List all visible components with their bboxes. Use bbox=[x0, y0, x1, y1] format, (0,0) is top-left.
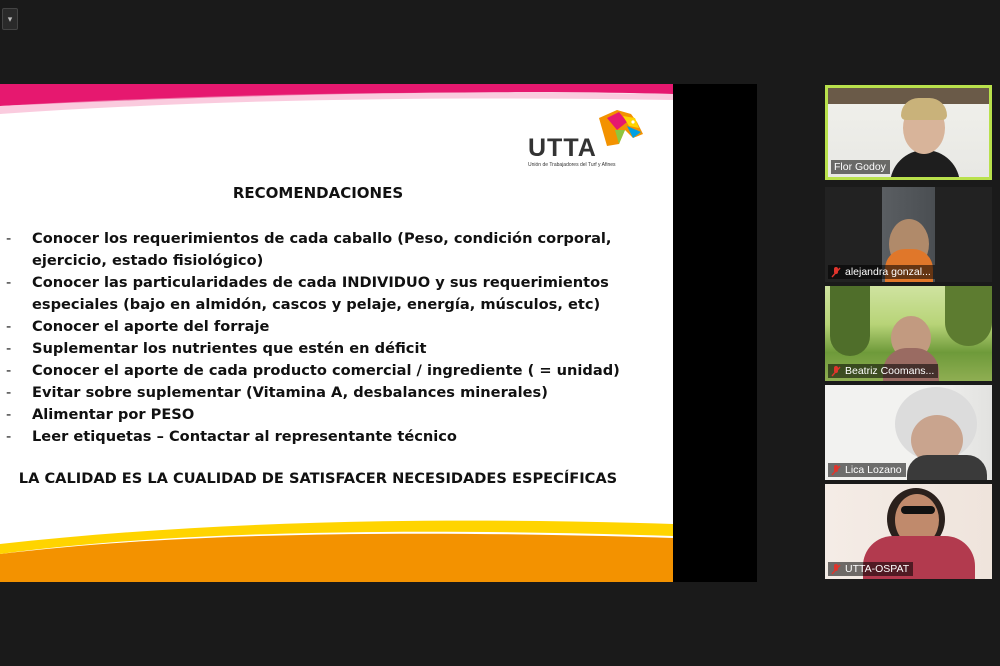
recommendation-list bbox=[6, 228, 626, 448]
slide-title: RECOMENDACIONES bbox=[232, 184, 404, 202]
view-options-dropdown[interactable] bbox=[2, 8, 18, 30]
list-item: - Conocer los requerimientos de cada caballo (Peso, condición corporal, bbox=[6, 230, 612, 247]
participant-tile-flor-godoy[interactable] bbox=[825, 85, 992, 180]
participant-tile-alejandra[interactable] bbox=[825, 187, 992, 282]
logo-subtitle: Unión de Trabajadores del Turf y Afines bbox=[528, 162, 616, 168]
muted-mic-icon bbox=[831, 366, 841, 377]
participant-nameplate: alejandra gonzal... bbox=[828, 265, 935, 279]
list-item: - Conocer el aporte del forraje bbox=[6, 318, 270, 335]
list-item: ejercicio, estado fisiológico) bbox=[32, 252, 264, 269]
list-item: especiales (bajo en almidón, cascos y pelaje, energía, músculos, etc) bbox=[32, 296, 601, 313]
list-item: - Alimentar por PESO bbox=[6, 406, 195, 423]
chevron-down-icon: ▾ bbox=[7, 13, 13, 24]
list-item: - Conocer las particularidades de cada INDIVIDUO y sus requerimientos bbox=[6, 274, 609, 291]
participant-tile-beatriz[interactable] bbox=[825, 286, 992, 381]
list-item: - Leer etiquetas – Contactar al representante técnico bbox=[6, 428, 457, 445]
list-item: - Suplementar los nutrientes que estén en déficit bbox=[6, 340, 427, 357]
muted-mic-icon bbox=[831, 267, 841, 278]
participant-nameplate: UTTA-OSPAT bbox=[828, 562, 913, 576]
participant-nameplate: Flor Godoy bbox=[831, 160, 890, 174]
logo-wordmark: UTTA bbox=[528, 134, 597, 162]
participant-tile-utta-ospat[interactable] bbox=[825, 484, 992, 579]
participant-nameplate: Beatriz Coomans... bbox=[828, 364, 938, 378]
muted-mic-icon bbox=[831, 564, 841, 575]
list-item: - Conocer el aporte de cada producto comercial / ingrediente ( = unidad) bbox=[6, 362, 620, 379]
slide-footer: LA CALIDAD ES LA CUALIDAD DE SATISFACER NECESIDADES ESPECÍFICAS bbox=[18, 470, 618, 487]
participant-nameplate: Lica Lozano bbox=[828, 463, 906, 477]
muted-mic-icon bbox=[831, 465, 841, 476]
participant-tile-lica[interactable] bbox=[825, 385, 992, 480]
list-item: - Evitar sobre suplementar (Vitamina A, desbalances minerales) bbox=[6, 384, 548, 401]
